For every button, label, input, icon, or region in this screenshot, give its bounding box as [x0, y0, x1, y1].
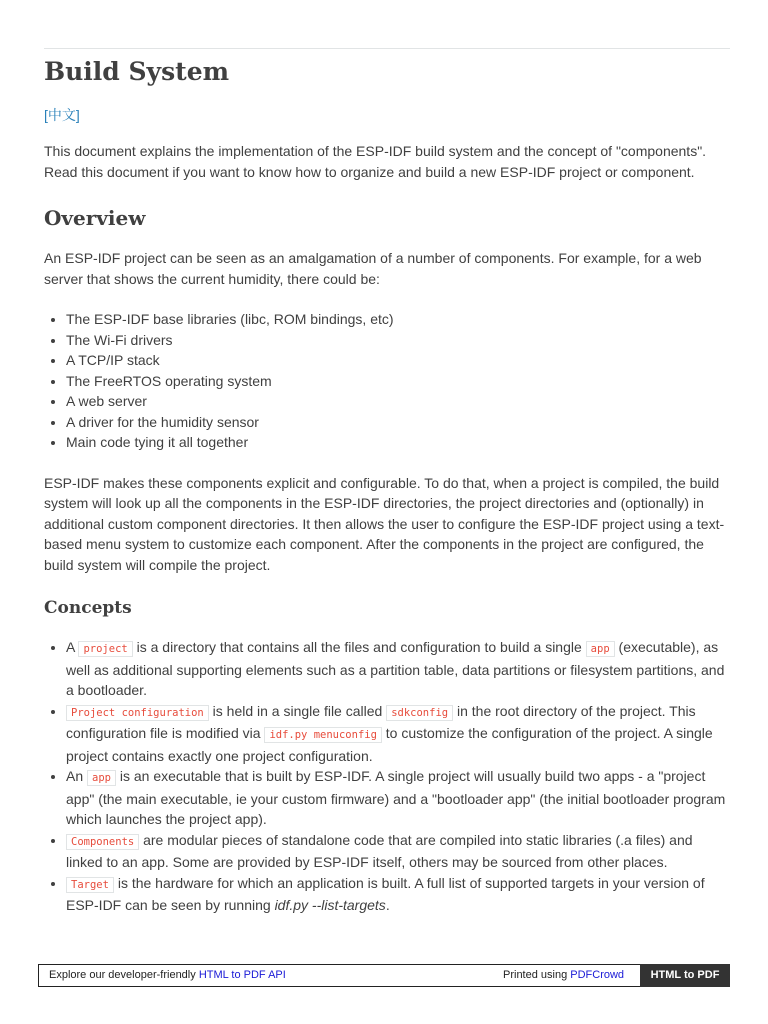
list-item: • A TCP/IP stack	[66, 350, 730, 371]
overview-heading: Overview	[44, 206, 146, 230]
concepts-list	[44, 637, 730, 916]
concepts-heading: Concepts	[44, 598, 132, 618]
code-project: project	[78, 641, 132, 657]
code-target: Target	[66, 877, 114, 893]
concept-app: • An app is an executable that is built by ESP-IDF. A single project will usually build two apps - a "project app" (the main executable, ie your custom firmware) and a "bootloader app" (the initial bootloader program which launches the project app).	[66, 766, 730, 830]
concept-target: • Target is the hardware for which an application is built. A full list of supported targets in your version of ESP-IDF can be seen by running idf.py --list-targets.	[66, 873, 730, 916]
code-app: app	[586, 641, 615, 657]
configurable-paragraph: ESP-IDF makes these components explicit and configurable. To do that, when a project is compiled, the build system will look up all the components in the ESP-IDF directories, the project directories and (optionally) in additional custom component directories. It then allows the user to configure the ESP-IDF project using a text-based menu system to customize each component. After the components in the project are configured, the build system will compile the project.	[44, 474, 725, 573]
language-switch	[44, 106, 730, 124]
list-item: • The ESP-IDF base libraries (libc, ROM bindings, etc)	[66, 309, 730, 330]
code-sdkconfig: sdkconfig	[386, 705, 453, 721]
document-page	[44, 48, 730, 916]
concept-components: • Components are modular pieces of standalone code that are compiled into static libraries (.a files) and linked to an app. Some are provided by ESP-IDF itself, others may be sourced from other places.	[66, 830, 730, 873]
code-menuconfig: idf.py menuconfig	[264, 727, 381, 743]
concept-project: • A project is a directory that contains all the files and configuration to build a single app (executable), as well as additional supporting elements such as a partition table, data partitions or filesystem partitions, and a bootloader.	[66, 637, 730, 701]
list-item: • A driver for the humidity sensor	[66, 412, 730, 433]
footer-printed-using: Printed using PDFCrowd	[503, 969, 625, 981]
code-project-configuration: Project configuration	[66, 705, 209, 721]
list-targets-command: idf.py --list-targets	[274, 897, 386, 913]
pdfcrowd-footer	[38, 964, 730, 987]
html-to-pdf-button[interactable]: HTML to PDF	[640, 964, 730, 987]
footer-promo: Explore our developer-friendly HTML to PDF API	[49, 969, 286, 981]
intro-paragraph: This document explains the implementation of the ESP-IDF build system and the concept of "components". Read this document if you want to know how to organize and build a new ESP-IDF project or component.	[44, 143, 707, 180]
components-example-list	[44, 309, 730, 453]
list-item: • A web server	[66, 391, 730, 412]
top-divider	[44, 48, 730, 49]
code-components: Components	[66, 834, 139, 850]
concept-project-configuration: • Project configuration is held in a single file called sdkconfig in the root directory of the project. This configuration file is modified via idf.py menuconfig to customize the configuration of the project. A single project contains exactly one project configuration.	[66, 701, 730, 767]
list-item: • The Wi-Fi drivers	[66, 330, 730, 351]
list-item: • Main code tying it all together	[66, 432, 730, 453]
page-title: Build System	[44, 57, 230, 86]
list-item: • The FreeRTOS operating system	[66, 371, 730, 392]
pdfcrowd-link[interactable]: PDFCrowd	[570, 969, 625, 981]
overview-paragraph: An ESP-IDF project can be seen as an amalgamation of a number of components. For example, for a web server that shows the current humidity, there could be:	[44, 250, 702, 287]
code-app: app	[87, 770, 116, 786]
html-to-pdf-api-link[interactable]: HTML to PDF API	[198, 969, 286, 981]
chinese-language-link[interactable]: [中文]	[44, 107, 80, 123]
